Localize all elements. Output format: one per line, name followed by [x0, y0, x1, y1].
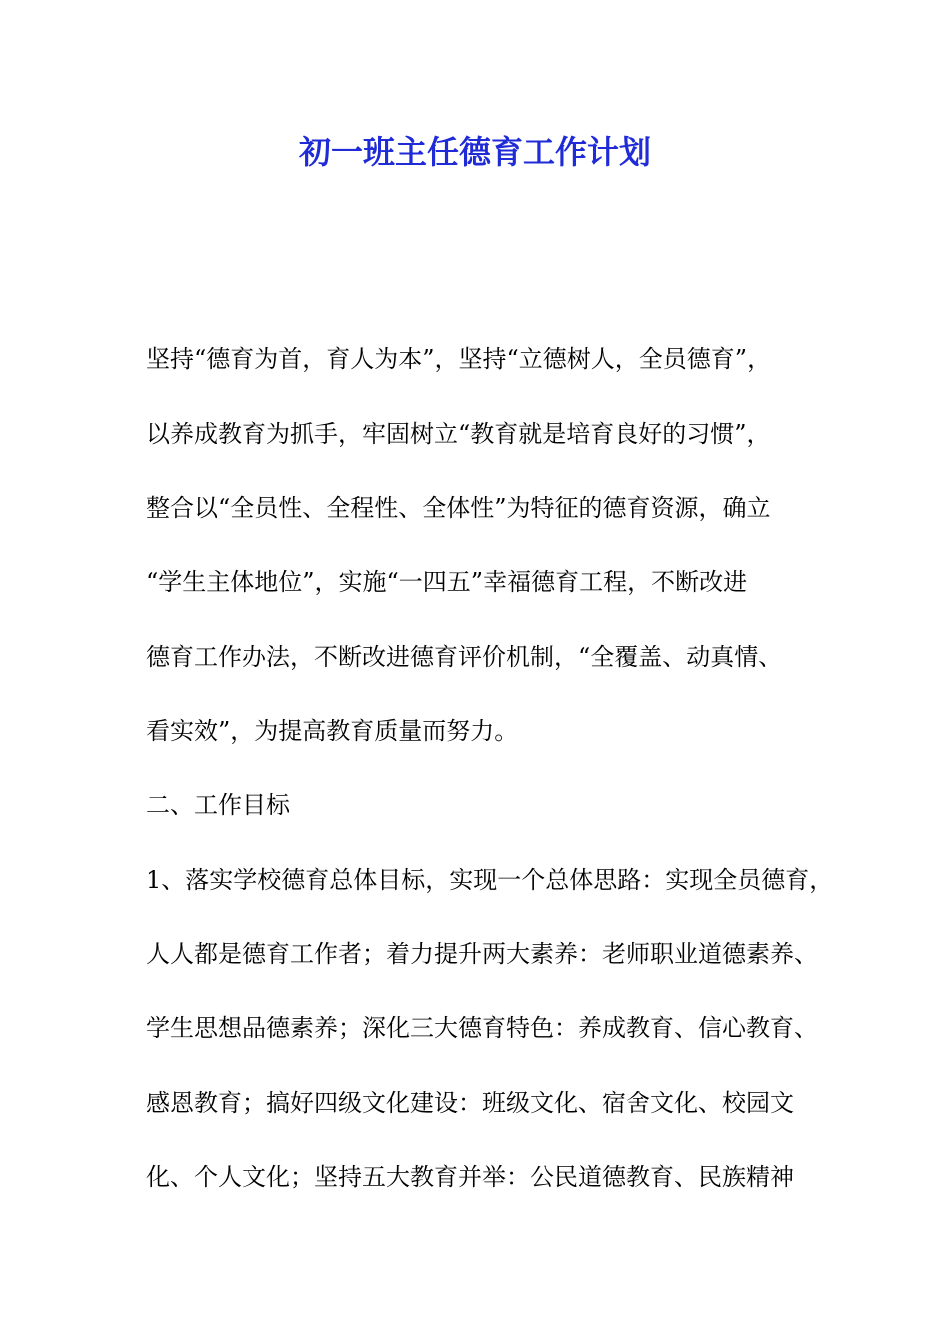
paragraph-line: 看实效”，为提高教育质量而努力。 [146, 717, 519, 745]
document-title: 初一班主任德育工作计划 [298, 133, 651, 171]
paragraph-line: 感恩教育；搞好四级文化建设：班级文化、宿舍文化、校园文 [146, 1089, 794, 1117]
paragraph-line: 以养成教育为抓手，牢固树立“教育就是培育良好的习惯”， [146, 420, 771, 448]
paragraph-line: 化、个人文化；坚持五大教育并举：公民道德教育、民族精神 [146, 1163, 794, 1191]
paragraph-line: 坚持“德育为首，育人为本”，坚持“立德树人，全员德育”， [146, 345, 772, 373]
paragraph-line: “学生主体地位”，实施“一四五”幸福德育工程，不断改进 [146, 568, 748, 596]
paragraph-line: 德育工作办法，不断改进德育评价机制，“全覆盖、动真情、 [146, 643, 783, 671]
paragraph-line: 学生思想品德素养；深化三大德育特色：养成教育、信心教育、 [146, 1014, 818, 1042]
section-heading: 二、工作目标 [146, 791, 290, 819]
paragraph-line: 人人都是德育工作者；着力提升两大素养：老师职业道德素养、 [146, 940, 818, 968]
paragraph-line: 1、落实学校德育总体目标，实现一个总体思路：实现全员德育， [146, 866, 834, 894]
paragraph-line: 整合以“全员性、全程性、全体性”为特征的德育资源，确立 [146, 494, 771, 522]
